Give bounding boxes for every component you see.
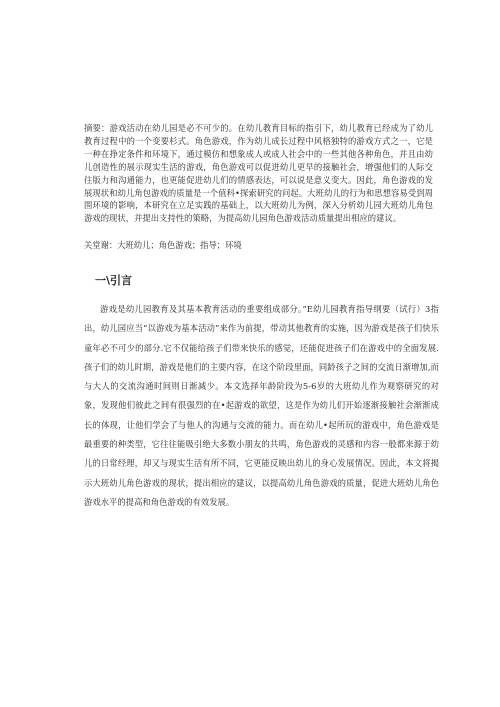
section-heading: 一\引言 <box>95 274 133 287</box>
introduction-paragraph: 游戏是幼儿园教育及其基本教育活动的重要组成部分。”E幼儿园教育指导纲要（试行）3指出，幼儿园应当“以游戏为基本活动”来作为前提，带动其他教育的实施，因为游戏是孩子们快乐童年必不可少的部分.它不仅能给孩子们带来快乐的感觉，还能促进孩子们在游戏中的全面发展.孩子们的幼儿时期，游戏是他们的主要内容，在这个阶段里面，同龄孩子之间的交流日渐增加,而与大人的交流沟通时间则日渐减少。本文选择年龄阶段为5-6岁的大班幼儿作为观察研究的对象，发现他们彼此之间有很强烈的在•起游戏的欲望，这是作为幼儿们开始逐渐接触社会渐渐成长的体现，让他们学会了与他人的沟通与交流的能力。而在幼儿•起所玩的游戏中，角色游戏是最重要的种类型，它往往能吸引绝大多数小朋友的共鸣，角色游戏的灵感和内容一般都来源于幼儿的日常经理，却又与现实生活有所不同，它更能反映出幼儿的身心发展情况。因此，本文将揭示大班幼儿角色游戏的现状，提出相应的建议，以提高幼儿角色游戏的质量，促进大班幼儿角色游戏水平的提高和角色游戏的有效发展。 <box>84 304 439 507</box>
abstract-label: 摘要： <box>84 123 110 133</box>
abstract-text: 游戏活动在幼儿园是必不可少的。在幼儿教育目标的指引下，幼儿教育已经成为了幼儿教育过程中的一个变要杉式。角色游戏，作为幼儿成长过程中风格独特的游戏方式之一，它是一种在挣定条件和环境下，通过模仿和想象成人或成人社会中的一些其他各种角色，并且由幼儿创造性的展示现实生活的游戏，角色游戏可以促进幼儿更早的接触社会，增强他们的人际交往版力和沟通能力，也更能促进幼儿们的情感表达，可以说是意义变大。因此，角色游戏的发展现状和幼儿角包游戏的质量是一个值科•探索研究的问起。大班幼儿的行为和思想容易受到周围环境的影响，本研究在立足实践的基础上，以大班幼儿为例，深入分析幼儿园大班幼儿角包游戏的现状，并提出支持性的策略，为提高幼儿园角色游戏活动质量提出相应的建议。 <box>84 123 434 224</box>
keywords-line <box>84 239 433 251</box>
abstract-paragraph <box>84 122 433 225</box>
keywords-label: 关堂谢： <box>84 240 118 250</box>
keywords-text: 大班幼儿；角色游戏；指导；环境 <box>117 240 242 250</box>
